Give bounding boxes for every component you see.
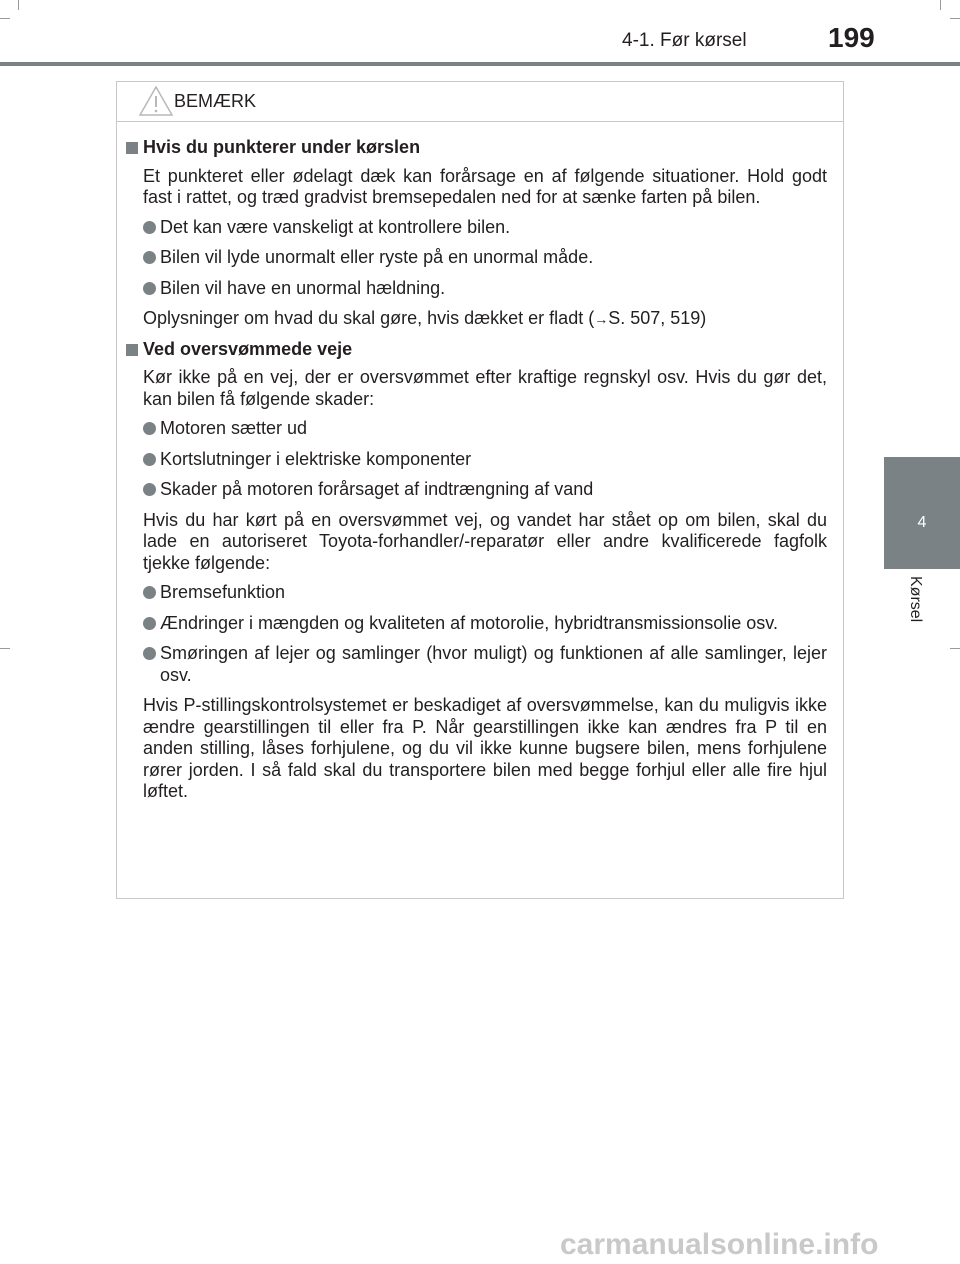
note-body [117, 137, 843, 811]
circle-bullet-icon [143, 617, 156, 630]
chapter-tab [884, 457, 960, 569]
square-bullet-icon [126, 344, 138, 356]
list-item: Smøringen af lejer og samlinger (hvor muligt) og funktionen af alle samlinger, lejer osv. [126, 643, 827, 686]
list-item: Motoren sætter ud [126, 418, 827, 440]
crop-mark [18, 0, 19, 10]
watermark: carmanualsonline.info [560, 1228, 879, 1261]
list-item: Skader på motoren forårsaget af indtrængning af vand [126, 479, 827, 501]
circle-bullet-icon [143, 647, 156, 660]
circle-bullet-icon [143, 483, 156, 496]
paragraph: Et punkteret eller ødelagt dæk kan forårsage en af følgende situationer. Hold godt fast i rattet, og træd gradvist bremsepedalen ned for at sænke farten på bilen. [143, 165, 827, 207]
list-item: Det kan være vanskeligt at kontrollere bilen. [126, 217, 827, 239]
circle-bullet-icon [143, 586, 156, 599]
crop-mark [950, 648, 960, 649]
header-rule [0, 62, 960, 66]
list-item: Bilen vil have en unormal hældning. [126, 278, 827, 300]
note-box [116, 81, 844, 899]
circle-bullet-icon [143, 251, 156, 264]
list-item: Kortslutninger i elektriske komponenter [126, 449, 827, 471]
reference-paragraph: Oplysninger om hvad du skal gøre, hvis dækket er fladt (→S. 507, 519) [143, 308, 707, 328]
arrow-right-icon: → [594, 311, 609, 327]
chapter-number: 4 [917, 514, 927, 531]
paragraph: Hvis P-stillingskontrolsystemet er beskadiget af oversvømmelse, kan du muligvis ikke ændre gearstillingen til eller fra P. Når gearstillingen ikke kan ændres fra P til en anden stilling, låses forhjulene, og du vil ikke kunne bugsere bilen, mens forhjulene rører jorden. I så fald skal du transportere bilen med begge forhjul eller alle fire hjul løftet. [143, 695, 827, 801]
circle-bullet-icon [143, 453, 156, 466]
section-heading: Ved oversvømmede veje [126, 339, 827, 361]
page-number: 199 [828, 22, 875, 53]
circle-bullet-icon [143, 422, 156, 435]
chapter-label: Kørsel [907, 576, 924, 623]
page-reference-link[interactable]: S. 507, 519) [608, 308, 707, 328]
square-bullet-icon [126, 142, 138, 154]
crop-mark [940, 0, 941, 10]
note-header [117, 82, 843, 122]
note-title: BEMÆRK [174, 91, 257, 111]
circle-bullet-icon [143, 282, 156, 295]
list-item: Bremsefunktion [126, 582, 827, 604]
list-item: Bilen vil lyde unormalt eller ryste på en unormal måde. [126, 247, 827, 269]
crop-mark [950, 18, 960, 19]
list-item: Ændringer i mængden og kvaliteten af motorolie, hybridtransmissionsolie osv. [126, 613, 827, 635]
circle-bullet-icon [143, 221, 156, 234]
paragraph: Hvis du har kørt på en oversvømmet vej, og vandet har stået op om bilen, skal du lade en autoriseret Toyota-forhandler/-reparatør eller andre kvalificerede fagfolk tjekke følgende: [143, 509, 827, 573]
warning-triangle-icon [139, 86, 173, 116]
crop-mark [0, 648, 10, 649]
paragraph: Kør ikke på en vej, der er oversvømmet efter kraftige regnskyl osv. Hvis du gør det, kan bilen få følgende skader: [143, 367, 827, 409]
section-heading: Hvis du punkterer under kørslen [126, 137, 827, 159]
crop-mark [0, 18, 10, 19]
section-title: 4-1. Før kørsel [622, 30, 747, 51]
